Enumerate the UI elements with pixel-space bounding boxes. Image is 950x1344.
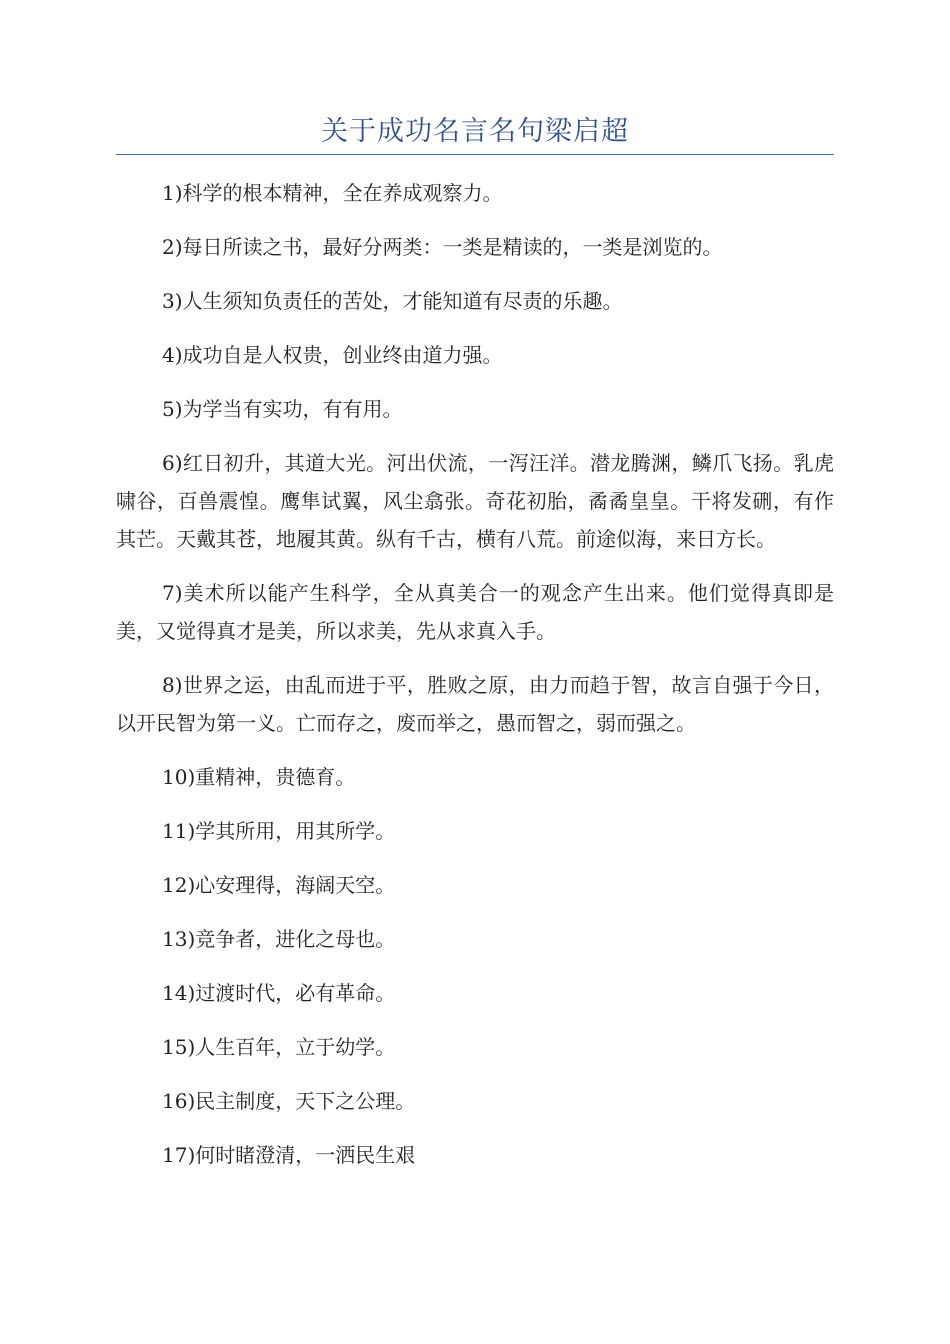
quote-paragraph: 5)为学当有实功，有有用。 xyxy=(162,397,403,421)
quote-paragraph: 14)过渡时代，必有革命。 xyxy=(162,981,396,1005)
document-title: 关于成功名言名句梁启超 xyxy=(321,116,629,147)
quote-paragraph: 2)每日所读之书，最好分两类：一类是精读的，一类是浏览的。 xyxy=(162,235,723,259)
quote-paragraph: 17)何时睹澄清，一洒民生艰 xyxy=(162,1143,416,1167)
quote-paragraph: 11)学其所用，用其所学。 xyxy=(162,819,396,843)
quote-paragraph: 10)重精神，贵德育。 xyxy=(162,765,356,789)
quote-paragraph: 13)竞争者，进化之母也。 xyxy=(162,927,396,951)
quote-paragraph: 8)世界之运，由乱而进于平，胜败之原，由力而趋于智，故言自强于今日，以开民智为第一义。亡而存之，废而举之，愚而智之，弱而强之。 xyxy=(116,673,834,735)
quote-paragraph: 7)美术所以能产生科学，全从真美合一的观念产生出来。他们觉得真即是美，又觉得真才是美，所以求美，先从求真入手。 xyxy=(116,581,834,643)
quote-paragraph: 16)民主制度，天下之公理。 xyxy=(162,1089,416,1113)
quote-paragraph: 12)心安理得，海阔天空。 xyxy=(162,873,396,897)
quote-paragraph: 4)成功自是人权贵，创业终由道力强。 xyxy=(162,343,503,367)
quote-paragraph: 3)人生须知负责任的苦处，才能知道有尽责的乐趣。 xyxy=(162,289,623,313)
quote-paragraph: 6)红日初升，其道大光。河出伏流，一泻汪洋。潜龙腾渊，鳞爪飞扬。乳虎啸谷，百兽震惶。鹰隼试翼，风尘翕张。奇花初胎，矞矞皇皇。干将发硎，有作其芒。天戴其苍，地履其黄。纵有千古，横有八荒。前途似海，来日方长。 xyxy=(116,451,834,551)
quote-paragraph: 1)科学的根本精神，全在养成观察力。 xyxy=(162,181,503,205)
quote-paragraph: 15)人生百年，立于幼学。 xyxy=(162,1035,396,1059)
title-underline xyxy=(116,154,834,155)
document-body xyxy=(116,174,834,1174)
